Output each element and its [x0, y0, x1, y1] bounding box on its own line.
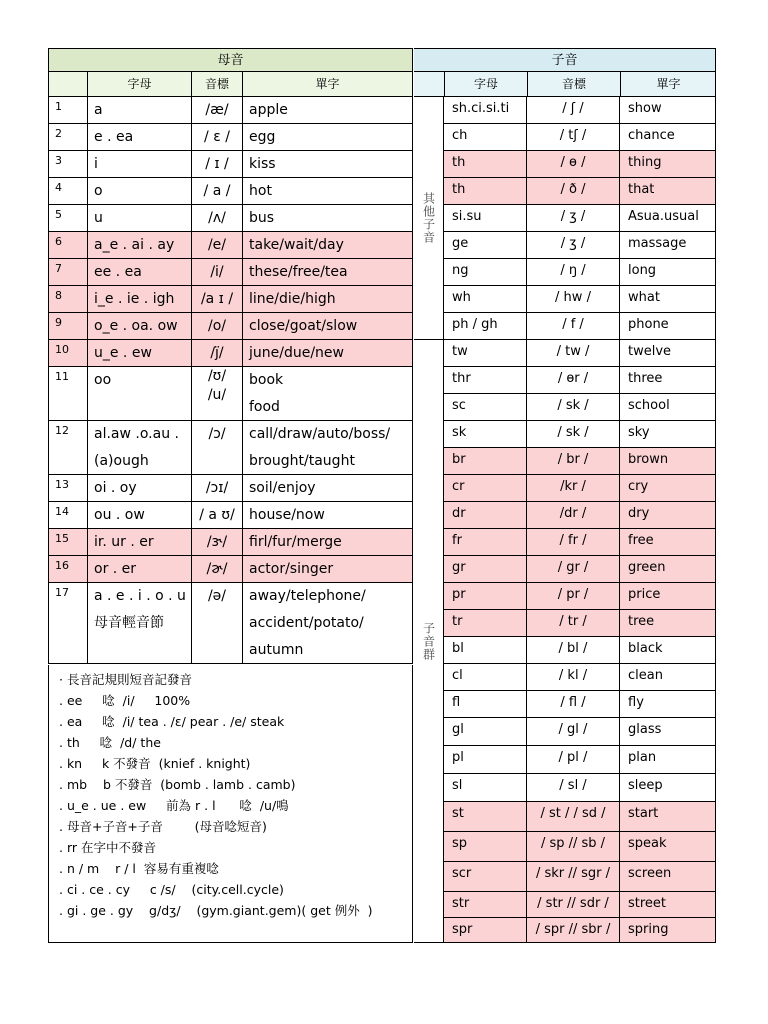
- vowel-letter-text: oi . oy: [94, 480, 137, 496]
- consonant-letters: ge: [444, 232, 527, 258]
- consonant-group-text: 其他子音: [421, 192, 436, 244]
- consonant-word: price: [628, 587, 661, 602]
- vowel-letter-text: 母音輕音節: [94, 615, 164, 631]
- vowel-header-row: [48, 72, 413, 97]
- consonant-row: [444, 502, 716, 529]
- vowel-letters: [88, 502, 192, 528]
- consonant-letters: ng: [444, 259, 527, 285]
- vowel-row: [48, 421, 413, 475]
- consonant-row: [444, 205, 716, 232]
- vowel-header-num: [49, 72, 88, 96]
- consonant-word: long: [628, 263, 657, 278]
- vowel-symbol: [192, 421, 243, 474]
- vowel-letters: [88, 340, 192, 366]
- vowel-row: [48, 151, 413, 178]
- consonant-letters: wh: [444, 286, 527, 312]
- consonant-header-letter: 字母: [444, 72, 527, 97]
- vowel-symbol-text: /ɚ/: [206, 561, 228, 577]
- consonant-word: black: [628, 641, 663, 656]
- vowel-symbol-text: /ʌ/: [208, 210, 226, 226]
- phonics-sheet: [48, 48, 716, 943]
- vowel-number: 12: [49, 421, 88, 474]
- vowel-words: [243, 286, 412, 312]
- consonant-letters: ph / gh: [444, 313, 527, 339]
- consonant-row: [444, 448, 716, 475]
- consonant-row: [444, 124, 716, 151]
- vowel-row: [48, 313, 413, 340]
- consonant-row: [444, 232, 716, 259]
- vowel-symbol: [192, 313, 243, 339]
- vowel-symbol-text: / a ʊ/: [199, 507, 235, 523]
- note-line: . 母音+子音+子音 (母音唸短音): [59, 819, 267, 834]
- vowel-number: 1: [49, 97, 88, 123]
- consonant-word: Asua.usual: [628, 209, 699, 224]
- consonant-word: glass: [628, 722, 662, 737]
- vowel-words: [243, 313, 412, 339]
- consonant-row: [444, 97, 716, 124]
- vowel-table: [48, 48, 414, 943]
- consonant-table: [414, 48, 716, 943]
- consonant-symbol: / br /: [527, 448, 620, 474]
- vowel-letter-text: a: [94, 102, 103, 118]
- consonant-word: sky: [628, 425, 650, 440]
- consonant-word: massage: [628, 236, 687, 251]
- vowel-number: 9: [49, 313, 88, 339]
- vowel-symbol-text: /o/: [208, 318, 226, 334]
- vowel-row: [48, 556, 413, 583]
- vowel-letter-text: ir. ur . er: [94, 534, 154, 550]
- consonant-letters: thr: [444, 367, 527, 393]
- consonant-symbol: / sk /: [527, 421, 620, 447]
- vowel-row: [48, 529, 413, 556]
- vowel-word-text: book: [249, 372, 284, 388]
- vowel-words: [243, 367, 412, 420]
- vowel-symbol-text: /u/: [207, 387, 227, 403]
- vowel-letter-text: i_e . ie . igh: [94, 291, 175, 307]
- vowel-symbol-text: /ɔ/: [208, 426, 226, 442]
- consonant-group-text: 子音群: [421, 621, 436, 661]
- vowel-words: [243, 259, 412, 285]
- vowel-letters: [88, 556, 192, 582]
- vowel-symbol: [192, 124, 243, 150]
- vowel-number: 10: [49, 340, 88, 366]
- vowel-words: [243, 178, 412, 204]
- vowel-letters: [88, 421, 192, 474]
- vowel-symbol: [192, 475, 243, 501]
- consonant-row: [444, 529, 716, 556]
- consonant-header-symbol: 音標: [527, 72, 620, 97]
- consonant-symbol: / fl /: [527, 691, 620, 717]
- vowel-header-word: 單字: [315, 77, 340, 91]
- consonant-symbol: / str // sdr /: [527, 892, 620, 917]
- consonant-word: speak: [628, 836, 667, 851]
- consonant-row: [444, 583, 716, 610]
- consonant-row: [444, 802, 716, 832]
- vowel-symbol-text: /j̈/: [210, 345, 224, 361]
- consonant-row: [444, 151, 716, 178]
- vowel-symbol: [192, 97, 243, 123]
- vowel-word-text: hot: [249, 183, 272, 199]
- vowel-letters: [88, 367, 192, 420]
- consonant-word: chance: [628, 128, 675, 143]
- consonant-symbol: / gl /: [527, 718, 620, 745]
- consonant-symbol: / kl /: [527, 664, 620, 690]
- consonant-letters: spr: [444, 918, 527, 942]
- consonant-word: screen: [628, 866, 672, 881]
- vowel-row: [48, 340, 413, 367]
- consonant-word: dry: [628, 506, 650, 521]
- consonant-row: [444, 718, 716, 746]
- vowel-symbol: [192, 205, 243, 231]
- vowel-word-text: food: [249, 399, 280, 415]
- consonant-word: clean: [628, 668, 663, 683]
- consonant-word: tree: [628, 614, 655, 629]
- consonant-row: [444, 556, 716, 583]
- consonant-word: twelve: [628, 344, 672, 359]
- consonant-symbol: / ŋ /: [527, 259, 620, 285]
- consonant-symbol: / ɵ /: [527, 151, 620, 177]
- vowel-word-text: brought/taught: [249, 453, 355, 469]
- vowel-number: 4: [49, 178, 88, 204]
- vowel-symbol-text: /ɔɪ/: [205, 480, 229, 496]
- consonant-letters: st: [444, 802, 527, 831]
- vowel-letter-text: ee . ea: [94, 264, 142, 280]
- vowel-word-text: bus: [249, 210, 275, 226]
- consonant-row: [444, 691, 716, 718]
- vowel-letter-text: o_e . oa. ow: [94, 318, 178, 334]
- vowel-letter-text: oo: [94, 372, 112, 388]
- consonant-letters: ch: [444, 124, 527, 150]
- vowel-letters: [88, 178, 192, 204]
- consonant-word: school: [628, 398, 670, 413]
- consonant-symbol: / tʃ /: [527, 124, 620, 150]
- vowel-word-text: apple: [249, 102, 288, 118]
- vowel-number: 14: [49, 502, 88, 528]
- consonant-letters: cr: [444, 475, 527, 501]
- vowel-symbol: [192, 178, 243, 204]
- vowel-symbol-text: /æ/: [205, 102, 229, 118]
- vowel-word-text: actor/singer: [249, 561, 334, 577]
- note-line: . rr 在字中不發音: [59, 840, 156, 855]
- consonant-letters: bl: [444, 637, 527, 663]
- vowel-symbol: [192, 556, 243, 582]
- vowel-words: [243, 232, 412, 258]
- consonant-symbol: / ʃ /: [527, 97, 620, 123]
- consonant-word: that: [628, 182, 655, 197]
- vowel-word-text: egg: [249, 129, 276, 145]
- vowel-symbol: [192, 259, 243, 285]
- consonant-word: phone: [628, 317, 669, 332]
- consonant-letters: sp: [444, 832, 527, 861]
- vowel-letters: [88, 313, 192, 339]
- consonant-word: sleep: [628, 778, 663, 793]
- consonant-word: street: [628, 896, 667, 911]
- consonant-row: [444, 862, 716, 892]
- consonant-letters: scr: [444, 862, 527, 891]
- vowel-symbol: [192, 367, 243, 420]
- consonant-letters: sc: [444, 394, 527, 420]
- consonant-symbol: / spr // sbr /: [527, 918, 620, 942]
- consonant-letters: fr: [444, 529, 527, 555]
- vowel-row: [48, 178, 413, 205]
- vowel-number: 8: [49, 286, 88, 312]
- note-line: . n / m r / l 容易有重複唸: [59, 861, 219, 876]
- consonant-row: [444, 746, 716, 774]
- vowel-letters: [88, 259, 192, 285]
- vowel-number: 11: [49, 367, 88, 420]
- consonant-symbol: / gr /: [527, 556, 620, 582]
- consonant-word: start: [628, 806, 659, 821]
- consonant-word: thing: [628, 155, 662, 170]
- consonant-symbol: / pr /: [527, 583, 620, 609]
- vowel-letter-text: e . ea: [94, 129, 134, 145]
- consonant-letters: fl: [444, 691, 527, 717]
- vowel-letters: [88, 286, 192, 312]
- consonant-word: fly: [628, 695, 644, 710]
- vowel-letter-text: al.aw .o.au .: [94, 426, 179, 442]
- consonant-row: [444, 774, 716, 802]
- vowel-letters: [88, 232, 192, 258]
- vowel-word-text: away/telephone/: [249, 588, 366, 604]
- consonant-symbol: / ɵr /: [527, 367, 620, 393]
- vowel-letter-text: u_e . ew: [94, 345, 152, 361]
- vowel-words: [243, 529, 412, 555]
- consonant-row: [444, 421, 716, 448]
- vowel-letter-text: or . er: [94, 561, 137, 577]
- consonant-group-label: [414, 97, 444, 340]
- vowel-row: [48, 259, 413, 286]
- consonant-letters: tw: [444, 340, 527, 366]
- vowel-letter-text: ou . ow: [94, 507, 145, 523]
- note-line: . ci . ce . cy c /s/ (city.cell.cycle): [59, 882, 284, 897]
- vowel-number: 16: [49, 556, 88, 582]
- consonant-row: [444, 637, 716, 664]
- vowel-letters: [88, 124, 192, 150]
- consonant-row: [444, 664, 716, 691]
- vowel-words: [243, 340, 412, 366]
- vowel-words: [243, 151, 412, 177]
- consonant-row: [444, 313, 716, 340]
- vowel-symbol: [192, 583, 243, 663]
- vowel-letters: [88, 583, 192, 663]
- vowel-word-text: kiss: [249, 156, 276, 172]
- vowel-number: 5: [49, 205, 88, 231]
- vowel-words: [243, 205, 412, 231]
- consonant-word: spring: [628, 922, 669, 937]
- consonant-symbol: / ʒ /: [527, 205, 620, 231]
- consonant-letters: si.su: [444, 205, 527, 231]
- vowel-words: [243, 421, 412, 474]
- vowel-number: 7: [49, 259, 88, 285]
- consonant-letters: sk: [444, 421, 527, 447]
- note-line: . u_e . ue . ew 前為 r . l 唸 /u/鳴: [59, 798, 289, 813]
- consonant-row: [444, 832, 716, 862]
- vowel-rows: [48, 97, 413, 664]
- vowel-symbol: [192, 232, 243, 258]
- vowel-number: 6: [49, 232, 88, 258]
- vowel-words: [243, 583, 412, 663]
- consonant-letters: dr: [444, 502, 527, 528]
- note-line: . mb b 不發音 (bomb . lamb . camb): [59, 777, 296, 792]
- consonant-symbol: /dr /: [527, 502, 620, 528]
- vowel-word-text: soil/enjoy: [249, 480, 316, 496]
- vowel-number: 13: [49, 475, 88, 501]
- consonant-row: [444, 892, 716, 918]
- vowel-word-text: accident/potato/: [249, 615, 364, 631]
- vowel-symbol: [192, 502, 243, 528]
- consonant-word: show: [628, 101, 662, 116]
- consonant-symbol: / tr /: [527, 610, 620, 636]
- vowel-letter-text: i: [94, 156, 98, 172]
- consonant-letters: gl: [444, 718, 527, 745]
- vowel-row: [48, 97, 413, 124]
- consonant-word: plan: [628, 750, 657, 765]
- vowel-row: [48, 232, 413, 259]
- vowel-symbol-text: / ɪ /: [205, 156, 229, 172]
- consonant-symbol: / st / / sd /: [527, 802, 620, 831]
- note-line: . th 唸 /d/ the: [59, 735, 161, 750]
- consonant-symbol: / pl /: [527, 746, 620, 773]
- consonant-row: [444, 367, 716, 394]
- consonant-row: [444, 286, 716, 313]
- vowel-letters: [88, 475, 192, 501]
- vowel-word-text: line/die/high: [249, 291, 336, 307]
- note-line: · 長音記規則短音記發音: [59, 672, 192, 687]
- vowel-word-text: these/free/tea: [249, 264, 348, 280]
- consonant-header-word: 單字: [620, 72, 716, 97]
- consonant-symbol: / sl /: [527, 774, 620, 801]
- note-line: . gi . ge . gy g/dʒ/ (gym.giant.gem)( get 例外 ): [59, 903, 373, 918]
- consonant-word: free: [628, 533, 654, 548]
- consonant-symbol: / fr /: [527, 529, 620, 555]
- consonant-symbol: / sk /: [527, 394, 620, 420]
- vowel-symbol: [192, 151, 243, 177]
- vowel-number: 3: [49, 151, 88, 177]
- vowel-row: [48, 475, 413, 502]
- consonant-letters: cl: [444, 664, 527, 690]
- vowel-symbol-text: / ɛ /: [204, 129, 230, 145]
- vowel-word-text: firl/fur/merge: [249, 534, 342, 550]
- consonant-letters: pr: [444, 583, 527, 609]
- vowel-row: [48, 367, 413, 421]
- consonant-word: what: [628, 290, 660, 305]
- vowel-words: [243, 556, 412, 582]
- consonant-word: brown: [628, 452, 669, 467]
- vowel-words: [243, 475, 412, 501]
- vowel-title: 母音: [48, 48, 413, 72]
- vowel-word-text: house/now: [249, 507, 325, 523]
- vowel-letter-text: (a)ough: [94, 453, 149, 469]
- vowel-words: [243, 124, 412, 150]
- vowel-word-text: close/goat/slow: [249, 318, 358, 334]
- vowel-word-text: june/due/new: [249, 345, 344, 361]
- consonant-symbol: / f /: [527, 313, 620, 339]
- vowel-words: [243, 502, 412, 528]
- consonant-group-label: [414, 340, 444, 943]
- consonant-symbol: / hw /: [527, 286, 620, 312]
- vowel-row: [48, 502, 413, 529]
- consonant-title: 子音: [414, 48, 716, 72]
- vowel-letters: [88, 151, 192, 177]
- vowel-word-text: autumn: [249, 642, 304, 658]
- consonant-symbol: / ð /: [527, 178, 620, 204]
- consonant-symbol: /kr /: [527, 475, 620, 501]
- rules-notes: [48, 665, 413, 943]
- consonant-row: [444, 918, 716, 943]
- vowel-header-symbol: 音標: [192, 72, 243, 96]
- consonant-word: three: [628, 371, 663, 386]
- consonant-row: [444, 475, 716, 502]
- vowel-letters: [88, 97, 192, 123]
- note-line: . ea 唸 /i/ tea . /ɛ/ pear . /e/ steak: [59, 714, 285, 729]
- vowel-number: 15: [49, 529, 88, 555]
- vowel-letter-text: o: [94, 183, 103, 199]
- vowel-word-text: take/wait/day: [249, 237, 344, 253]
- vowel-row: [48, 583, 413, 664]
- note-line: . kn k 不發音 (knief . knight): [59, 756, 251, 771]
- consonant-row: [444, 610, 716, 637]
- consonant-word: green: [628, 560, 666, 575]
- consonant-letters: gr: [444, 556, 527, 582]
- vowel-header-letter: 字母: [88, 72, 192, 96]
- vowel-symbol-text: /ʊ/: [207, 368, 227, 384]
- consonant-row: [444, 394, 716, 421]
- vowel-words: [243, 97, 412, 123]
- vowel-number: 17: [49, 583, 88, 663]
- vowel-symbol: [192, 340, 243, 366]
- vowel-symbol-text: /ɝ/: [206, 534, 228, 550]
- consonant-letters: sh.ci.si.ti: [444, 97, 527, 123]
- consonant-row: [444, 178, 716, 205]
- consonant-letters: th: [444, 178, 527, 204]
- consonant-letters: br: [444, 448, 527, 474]
- vowel-letters: [88, 205, 192, 231]
- consonant-letters: pl: [444, 746, 527, 773]
- vowel-symbol-text: /ə/: [207, 588, 227, 604]
- consonant-symbol: / skr // sgr /: [527, 862, 620, 891]
- consonant-header-row: [414, 72, 716, 97]
- vowel-row: [48, 205, 413, 232]
- consonant-row: [444, 340, 716, 367]
- vowel-symbol-text: /e/: [207, 237, 227, 253]
- vowel-symbol: [192, 286, 243, 312]
- consonant-symbol: / sp // sb /: [527, 832, 620, 861]
- consonant-letters: th: [444, 151, 527, 177]
- consonant-letters: sl: [444, 774, 527, 801]
- vowel-row: [48, 124, 413, 151]
- note-line: . ee 唸 /i/ 100%: [59, 693, 191, 708]
- vowel-letters: [88, 529, 192, 555]
- vowel-word-text: call/draw/auto/boss/: [249, 426, 391, 442]
- vowel-symbol-text: /a ɪ /: [200, 291, 234, 307]
- consonant-symbol: / tw /: [527, 340, 620, 366]
- consonant-row: [444, 259, 716, 286]
- vowel-symbol-text: / a /: [203, 183, 231, 199]
- consonant-letters: str: [444, 892, 527, 917]
- vowel-row: [48, 286, 413, 313]
- vowel-letter-text: a . e . i . o . u: [94, 588, 186, 604]
- vowel-number: 2: [49, 124, 88, 150]
- consonant-symbol: / ʒ /: [527, 232, 620, 258]
- consonant-symbol: / bl /: [527, 637, 620, 663]
- vowel-letter-text: a_e . ai . ay: [94, 237, 175, 253]
- vowel-symbol-text: /i/: [210, 264, 224, 280]
- vowel-letter-text: u: [94, 210, 103, 226]
- vowel-symbol: [192, 529, 243, 555]
- consonant-word: cry: [628, 479, 649, 494]
- consonant-letters: tr: [444, 610, 527, 636]
